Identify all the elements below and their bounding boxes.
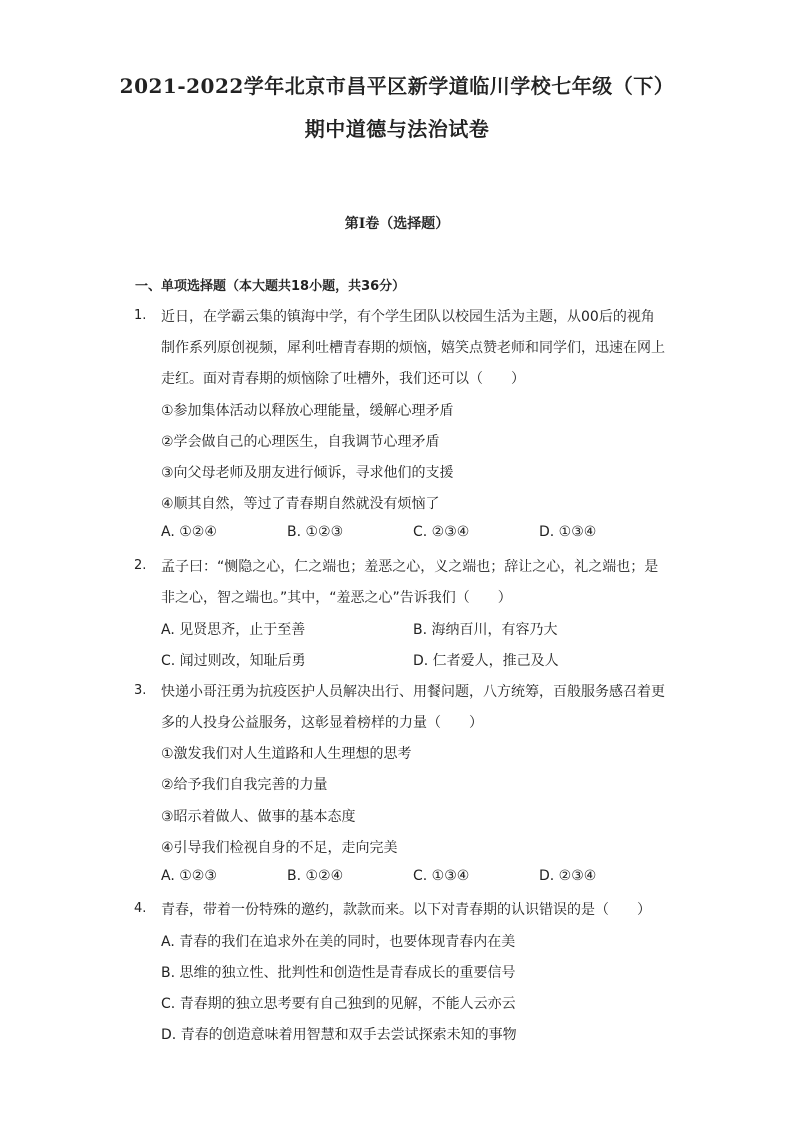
option-d[interactable]: D. 青春的创造意味着用智慧和双手去尝试探索未知的事物 — [161, 1027, 517, 1043]
option-a[interactable]: A. ①②③ — [161, 868, 217, 884]
statement-item: ③昭示着做人、做事的基本态度 — [161, 809, 356, 825]
option-c[interactable]: C. 闻过则改，知耻后勇 — [161, 653, 306, 669]
statement-item: ②给予我们自我完善的力量 — [161, 777, 328, 793]
question-stem-line: 制作系列原创视频，犀利吐槽青春期的烦恼，嬉笑点赞老师和同学们，迅速在网上 — [161, 340, 665, 356]
question-stem-line: 快递小哥汪勇为抗疫医护人员解决出行、用餐问题，八方统筹，百般服务感召着更 — [161, 684, 665, 700]
question-stem-line: 走红。面对青春期的烦恼除了吐槽外，我们还可以（ ） — [161, 371, 525, 387]
statement-item: ③向父母老师及朋友进行倾诉，寻求他们的支援 — [161, 465, 454, 481]
exam-title-line-1: 2021-2022学年北京市昌平区新学道临川学校七年级（下） — [119, 74, 675, 98]
question-number: 3. — [134, 683, 147, 698]
option-b[interactable]: B. 海纳百川，有容乃大 — [413, 622, 558, 638]
option-c[interactable]: C. 青春期的独立思考要有自己独到的见解，不能人云亦云 — [161, 996, 516, 1012]
option-d[interactable]: D. 仁者爱人，推己及人 — [413, 653, 559, 669]
option-d[interactable]: D. ①③④ — [539, 524, 597, 540]
option-b[interactable]: B. ①②③ — [287, 524, 344, 540]
section-title: 第Ⅰ卷（选择题） — [344, 216, 450, 232]
exam-title-line-2: 期中道德与法治试卷 — [304, 117, 490, 141]
question-stem-line: 孟子曰：“恻隐之心，仁之端也；羞恶之心，义之端也；辞让之心，礼之端也；是 — [161, 559, 659, 575]
question-number: 2. — [134, 558, 147, 573]
question-number: 1. — [134, 308, 147, 323]
statement-item: ④顺其自然，等过了青春期自然就没有烦恼了 — [161, 496, 440, 512]
question-stem-line: 近日，在学霸云集的镇海中学，有个学生团队以校园生活为主题，从00后的视角 — [161, 309, 655, 325]
option-b[interactable]: B. ①②④ — [287, 868, 344, 884]
option-a[interactable]: A. 见贤思齐，止于至善 — [161, 622, 306, 638]
question-stem-line: 青春，带着一份特殊的邀约，款款而来。以下对青春期的认识错误的是（ ） — [161, 902, 651, 918]
question-number: 4. — [134, 901, 147, 916]
statement-item: ②学会做自己的心理医生，自我调节心理矛盾 — [161, 434, 440, 450]
question-stem-line: 多的人投身公益服务，这彰显着榜样的力量（ ） — [161, 715, 483, 731]
option-a[interactable]: A. ①②④ — [161, 524, 217, 540]
option-c[interactable]: C. ②③④ — [413, 524, 470, 540]
statement-item: ①参加集体活动以释放心理能量，缓解心理矛盾 — [161, 403, 454, 419]
option-c[interactable]: C. ①③④ — [413, 868, 470, 884]
option-a[interactable]: A. 青春的我们在追求外在美的同时，也要体现青春内在美 — [161, 934, 516, 950]
question-stem-line: 非之心，智之端也。”其中，“羞恶之心”告诉我们（ ） — [161, 590, 512, 606]
statement-item: ①激发我们对人生道路和人生理想的思考 — [161, 746, 412, 762]
option-b[interactable]: B. 思维的独立性、批判性和创造性是青春成长的重要信号 — [161, 965, 516, 981]
option-d[interactable]: D. ②③④ — [539, 868, 597, 884]
part-title: 一、单项选择题（本大题共18小题，共36分） — [135, 279, 406, 294]
statement-item: ④引导我们检视自身的不足，走向完美 — [161, 840, 398, 856]
